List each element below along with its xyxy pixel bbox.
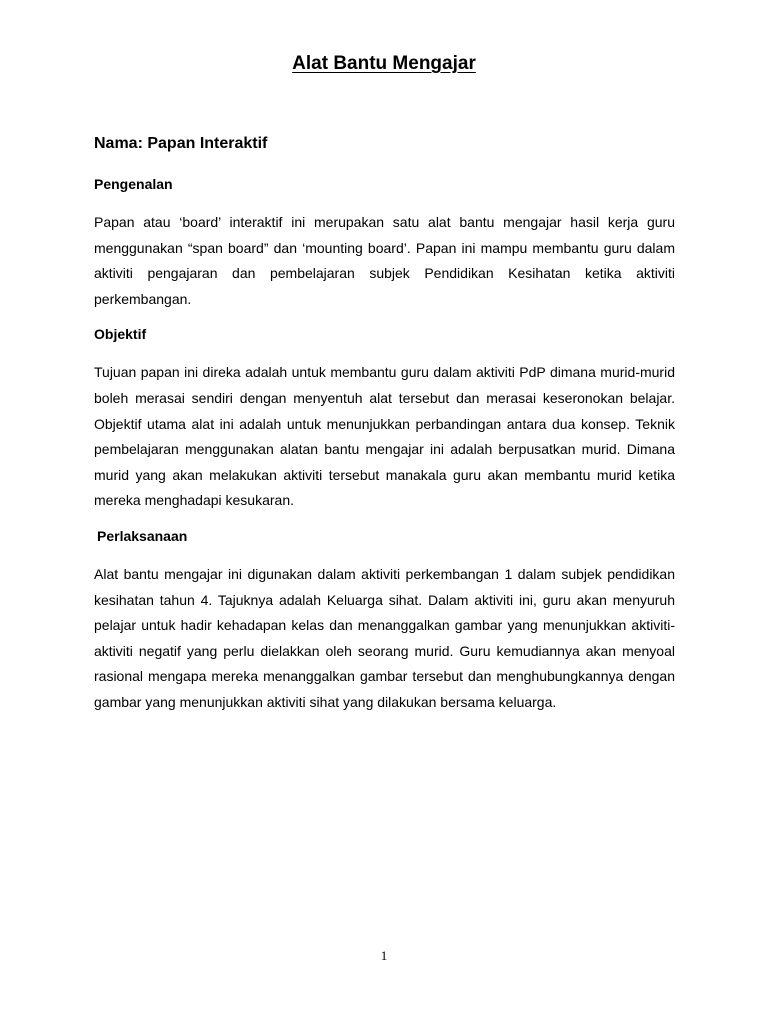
document-title: Alat Bantu Mengajar (292, 53, 476, 74)
section-paragraph: Papan atau ‘board’ interaktif ini merupakan satu alat bantu mengajar hasil kerja guru menggunakan “span board” dan ‘mounting board’. Papan ini mampu membantu guru dalam aktiviti pengajaran dan pembelajaran subjek Pendidikan Kesihatan ketika aktiviti perkembangan. (94, 214, 675, 307)
section-heading: Perlaksanaan (97, 527, 188, 544)
section-objektif (94, 324, 675, 514)
section-perlaksanaan (94, 526, 675, 716)
section-paragraph: Alat bantu mengajar ini digunakan dalam aktiviti perkembangan 1 dalam subjek pendidikan kesihatan tahun 4. Tajuknya adalah Keluarga sihat. Dalam aktiviti ini, guru akan menyuruh pelajar untuk hadir kehadapan kelas dan menanggalkan gambar yang menunjukkan aktiviti-aktiviti negatif yang perlu dielakkan oleh seorang murid. Guru kemudiannya akan menyoal rasional mengapa mereka menanggalkan gambar tersebut dan menghubungkannya dengan gambar yang menunjukkan aktiviti sihat yang dilakukan bersama keluarga. (94, 565, 675, 710)
name-heading: Nama: Papan Interaktif (94, 135, 268, 152)
section-paragraph: Tujuan papan ini direka adalah untuk membantu guru dalam aktiviti PdP dimana murid-murid boleh merasai sendiri dengan menyentuh alat tersebut dan merasai keseronokan belajar. Objektif utama alat ini adalah untuk menunjukkan perbandingan antara dua konsep. Teknik pembelajaran menggunakan alatan bantu mengajar ini adalah berpusatkan murid. Dimana murid yang akan melakukan aktiviti tersebut manakala guru akan membantu murid ketika mereka menghadapi kesukaran. (94, 364, 675, 509)
section-heading: Objektif (94, 326, 147, 343)
page-number: 1 (380, 948, 388, 963)
document-body (94, 133, 675, 728)
section-pengenalan (94, 174, 675, 312)
section-heading: Pengenalan (94, 176, 173, 192)
